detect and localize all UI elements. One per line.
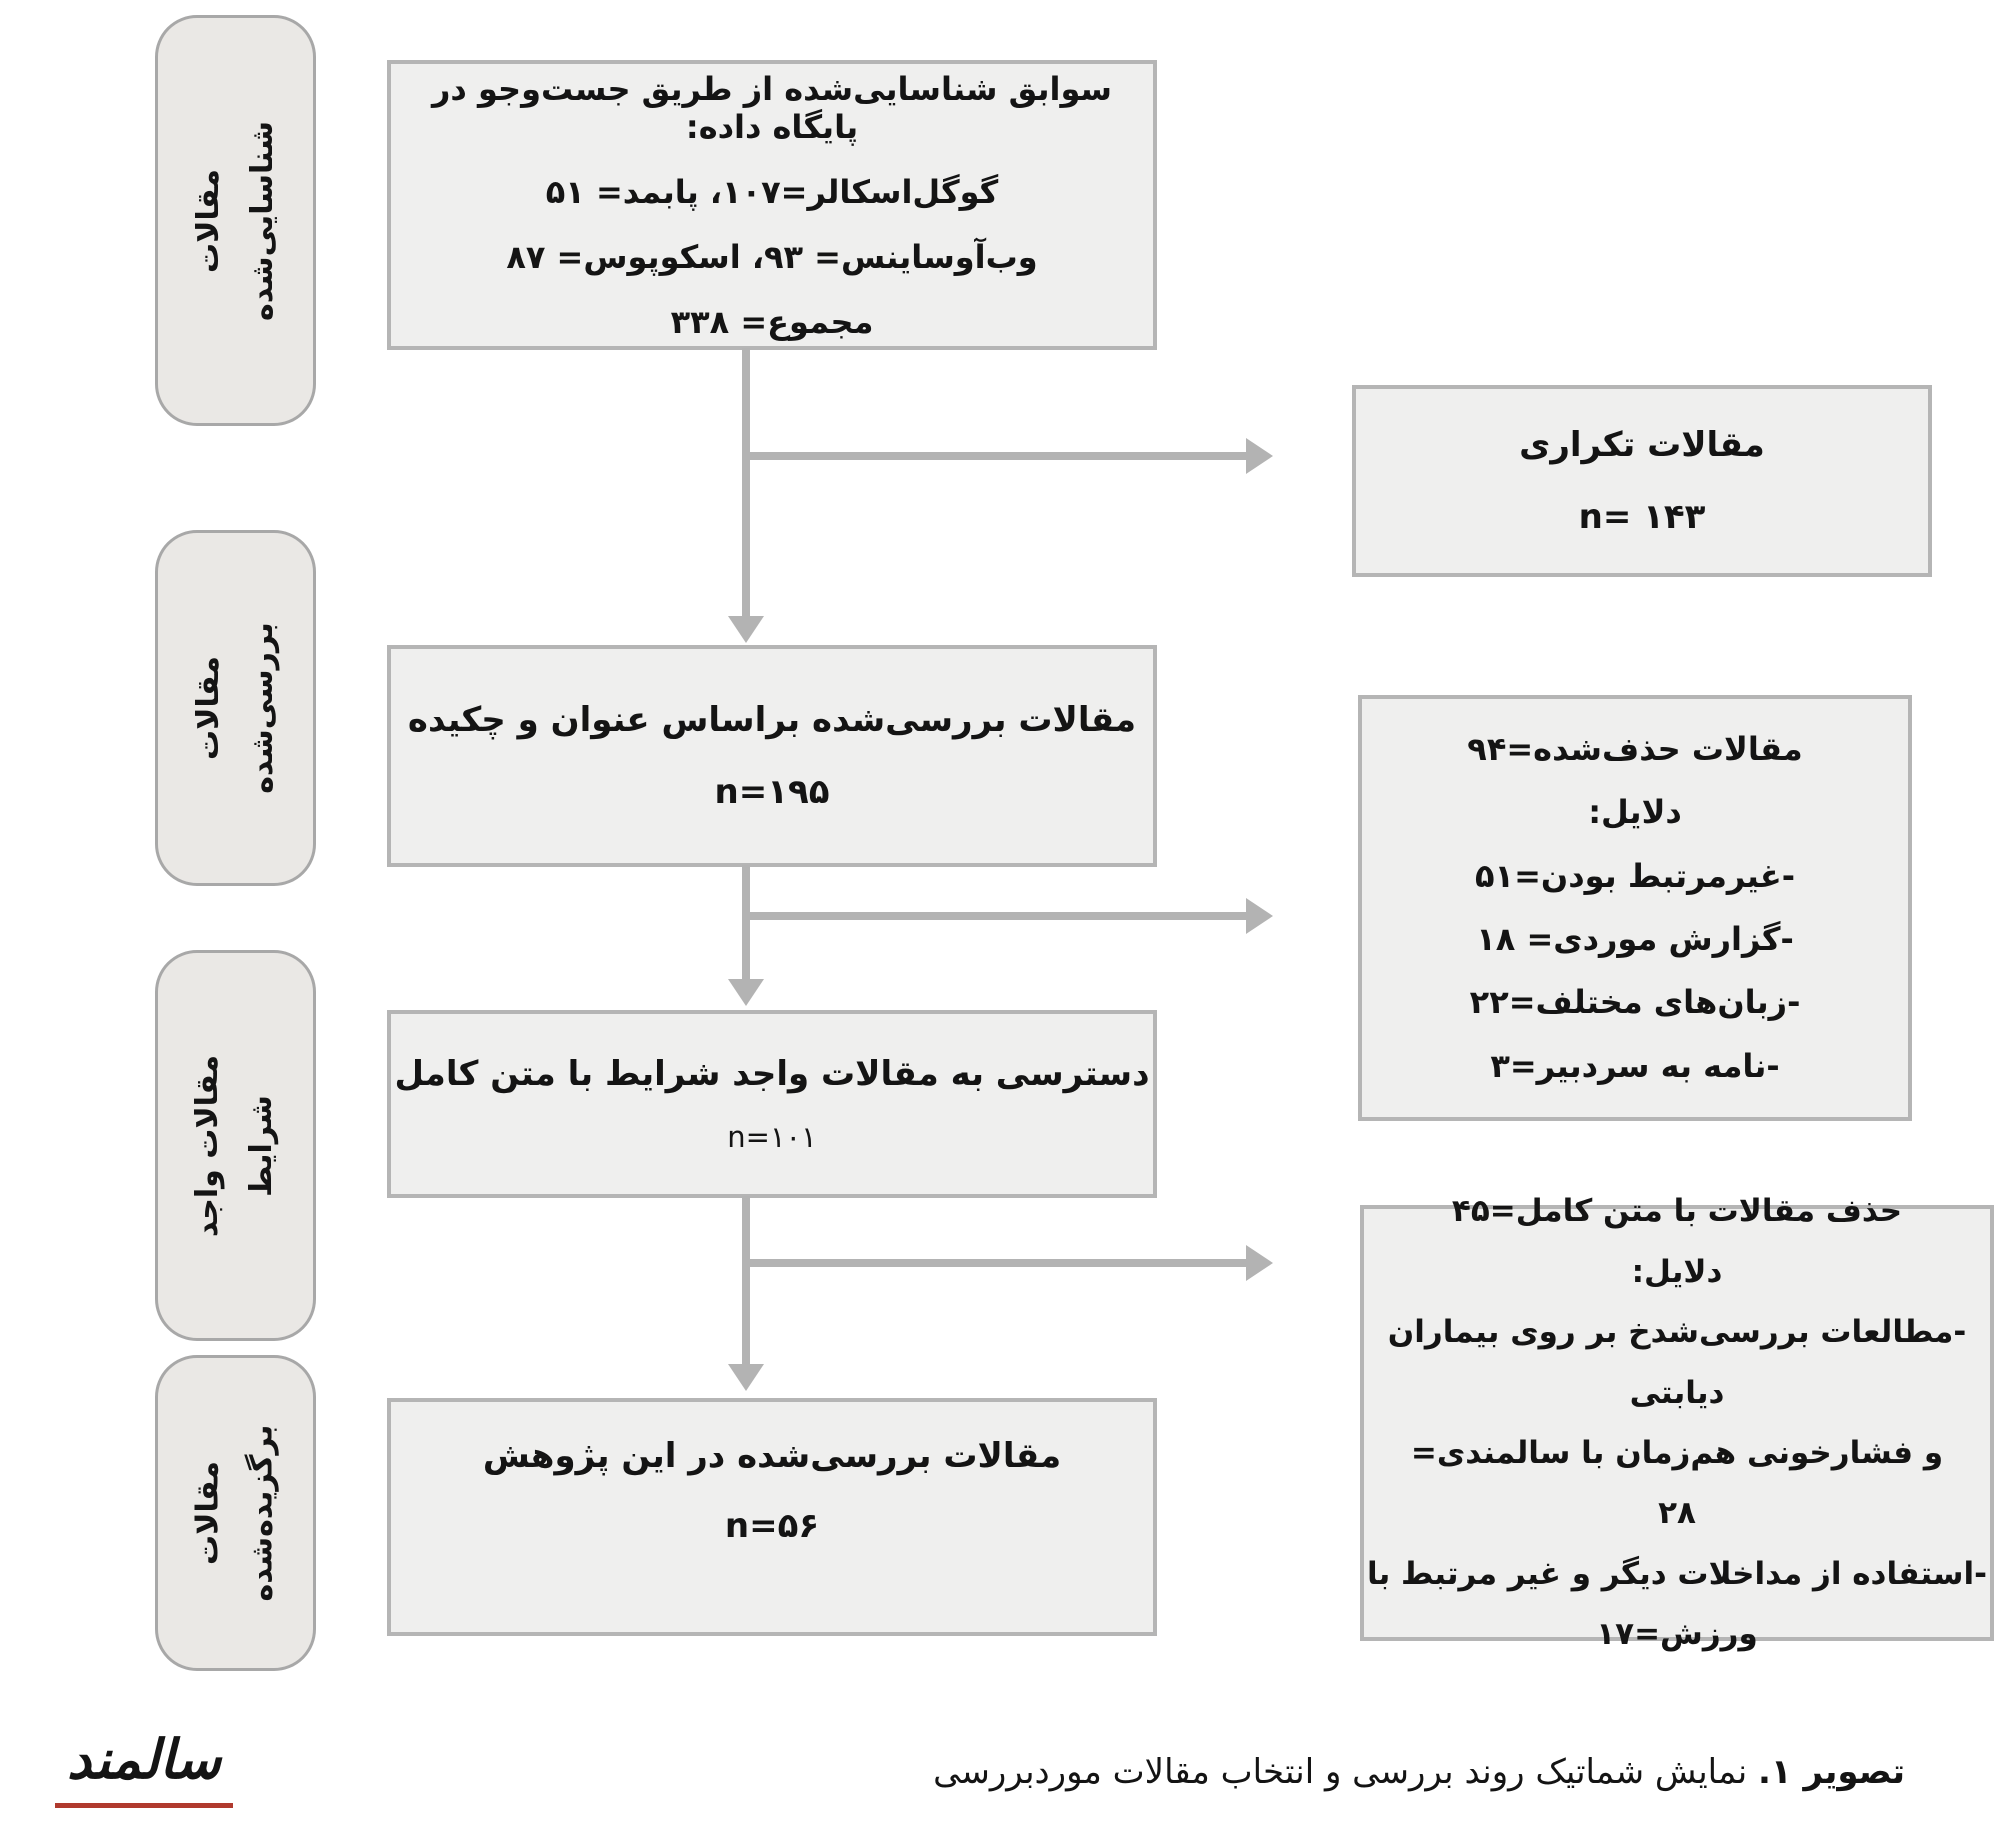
arrow-right-icon	[1246, 1245, 1273, 1281]
flow-box-count: n=۱۰۱	[727, 1120, 817, 1154]
stage-line: شرایط	[244, 1094, 280, 1197]
exclusion-box-title: مقالات تکراری	[1519, 425, 1765, 465]
flow-box-count: n=۵۶	[724, 1506, 820, 1546]
exclusion-box-duplicates	[1352, 385, 1932, 577]
flow-box-line: مجموع= ۳۳۸	[670, 302, 874, 341]
exclusion-box-line: -مطالعات بررسی‌شدخ بر روی بیماران دیابتی	[1387, 1314, 1967, 1411]
exclusion-box-title: حذف مقالات با متن کامل=۴۵	[1451, 1193, 1903, 1230]
stage-line: مقالات	[190, 656, 226, 760]
flow-box-screened-title-abstract	[387, 645, 1157, 867]
exclusion-box-line: دلایل:	[1631, 1253, 1723, 1290]
exclusion-box-line: -نامه به سردبیر=۳	[1490, 1046, 1780, 1085]
exclusion-box-line: -غیرمرتبط بودن=۵۱	[1475, 856, 1795, 895]
stage-line: مقالات	[190, 1461, 226, 1565]
flow-box-included-studies	[387, 1398, 1157, 1636]
stage-label-identified	[155, 15, 316, 426]
stage-label-screened-text	[182, 622, 290, 794]
arrow-down-icon	[728, 979, 764, 1006]
stage-line: شناسایی‌شده	[244, 120, 280, 321]
connector-line-identified-to-screened	[742, 348, 750, 618]
exclusion-box-title: مقالات حذف‌شده=۹۴	[1467, 729, 1803, 768]
arrow-down-icon	[728, 616, 764, 643]
connector-line-screened-to-eligible	[742, 865, 750, 981]
flow-box-fulltext-eligible	[387, 1010, 1157, 1198]
exclusion-box-count: n= ۱۴۳	[1578, 497, 1706, 537]
exclusion-box-line: و فشارخونی هم‌زمان با سالمندی=	[1410, 1435, 1944, 1471]
exclusion-box-line: -گزارش موردی= ۱۸	[1476, 920, 1794, 958]
connector-line-to-duplicates	[746, 452, 1248, 460]
stage-label-eligible	[155, 950, 316, 1341]
stage-label-screened	[155, 530, 316, 886]
arrow-down-icon	[728, 1364, 764, 1391]
flow-box-count: n=۱۹۵	[714, 772, 830, 812]
exclusion-box-line: دلایل:	[1588, 793, 1682, 832]
figure-caption-text: نمایش شماتیک روند بررسی و انتخاب مقالات موردبررسی	[933, 1752, 1758, 1792]
stage-label-included-text	[182, 1425, 290, 1602]
flow-box-title: مقالات بررسی‌شده براساس عنوان و چکیده	[407, 700, 1137, 740]
stage-line: مقالات واجد	[190, 1054, 226, 1237]
flow-box-identified-records	[387, 60, 1157, 350]
arrow-right-icon	[1246, 438, 1273, 474]
exclusion-box-line: -استفاده از مداخلات دیگر و غیر مرتبط با	[1366, 1555, 1988, 1592]
stage-line: برگزیده‌شده	[244, 1424, 280, 1602]
stage-label-included	[155, 1355, 316, 1671]
flow-box-title: مقالات بررسی‌شده در این پژوهش	[482, 1436, 1062, 1476]
exclusion-box-fulltext	[1360, 1193, 1994, 1653]
flow-box-line: گوگل‌اسکالر=۱۰۷، پابمد= ۵۱	[545, 172, 999, 211]
flow-box-title: سوابق شناسایی‌شده از طریق جست‌وجو در پایگاه داده:	[432, 69, 1112, 146]
stage-label-identified-text	[182, 121, 290, 321]
flow-box-title: دسترسی به مقالات واجد شرایط با متن کامل	[394, 1054, 1150, 1094]
figure-caption-label: تصویر ۱.	[1757, 1752, 1905, 1792]
exclusion-box-line: ۲۸	[1658, 1495, 1696, 1532]
exclusion-box-line: ورزش=۱۷	[1596, 1616, 1758, 1653]
connector-line-eligible-to-included	[742, 1196, 750, 1366]
connector-line-to-excluded-title-abstract	[746, 912, 1248, 920]
stage-label-eligible-text	[182, 1054, 290, 1236]
exclusion-box-title-abstract	[1358, 695, 1912, 1121]
connector-line-to-excluded-fulltext	[746, 1259, 1248, 1267]
exclusion-box-line: -زبان‌های مختلف=۲۲	[1469, 983, 1801, 1022]
flow-box-line: وب‌آوساینس= ۹۳، اسکوپوس= ۸۷	[506, 237, 1038, 276]
stage-line: بررسی‌شده	[244, 622, 280, 794]
stage-line: مقالات	[190, 168, 226, 273]
journal-logo: سالمند	[55, 1728, 233, 1808]
figure-caption	[933, 1752, 1905, 1792]
arrow-right-icon	[1246, 898, 1273, 934]
